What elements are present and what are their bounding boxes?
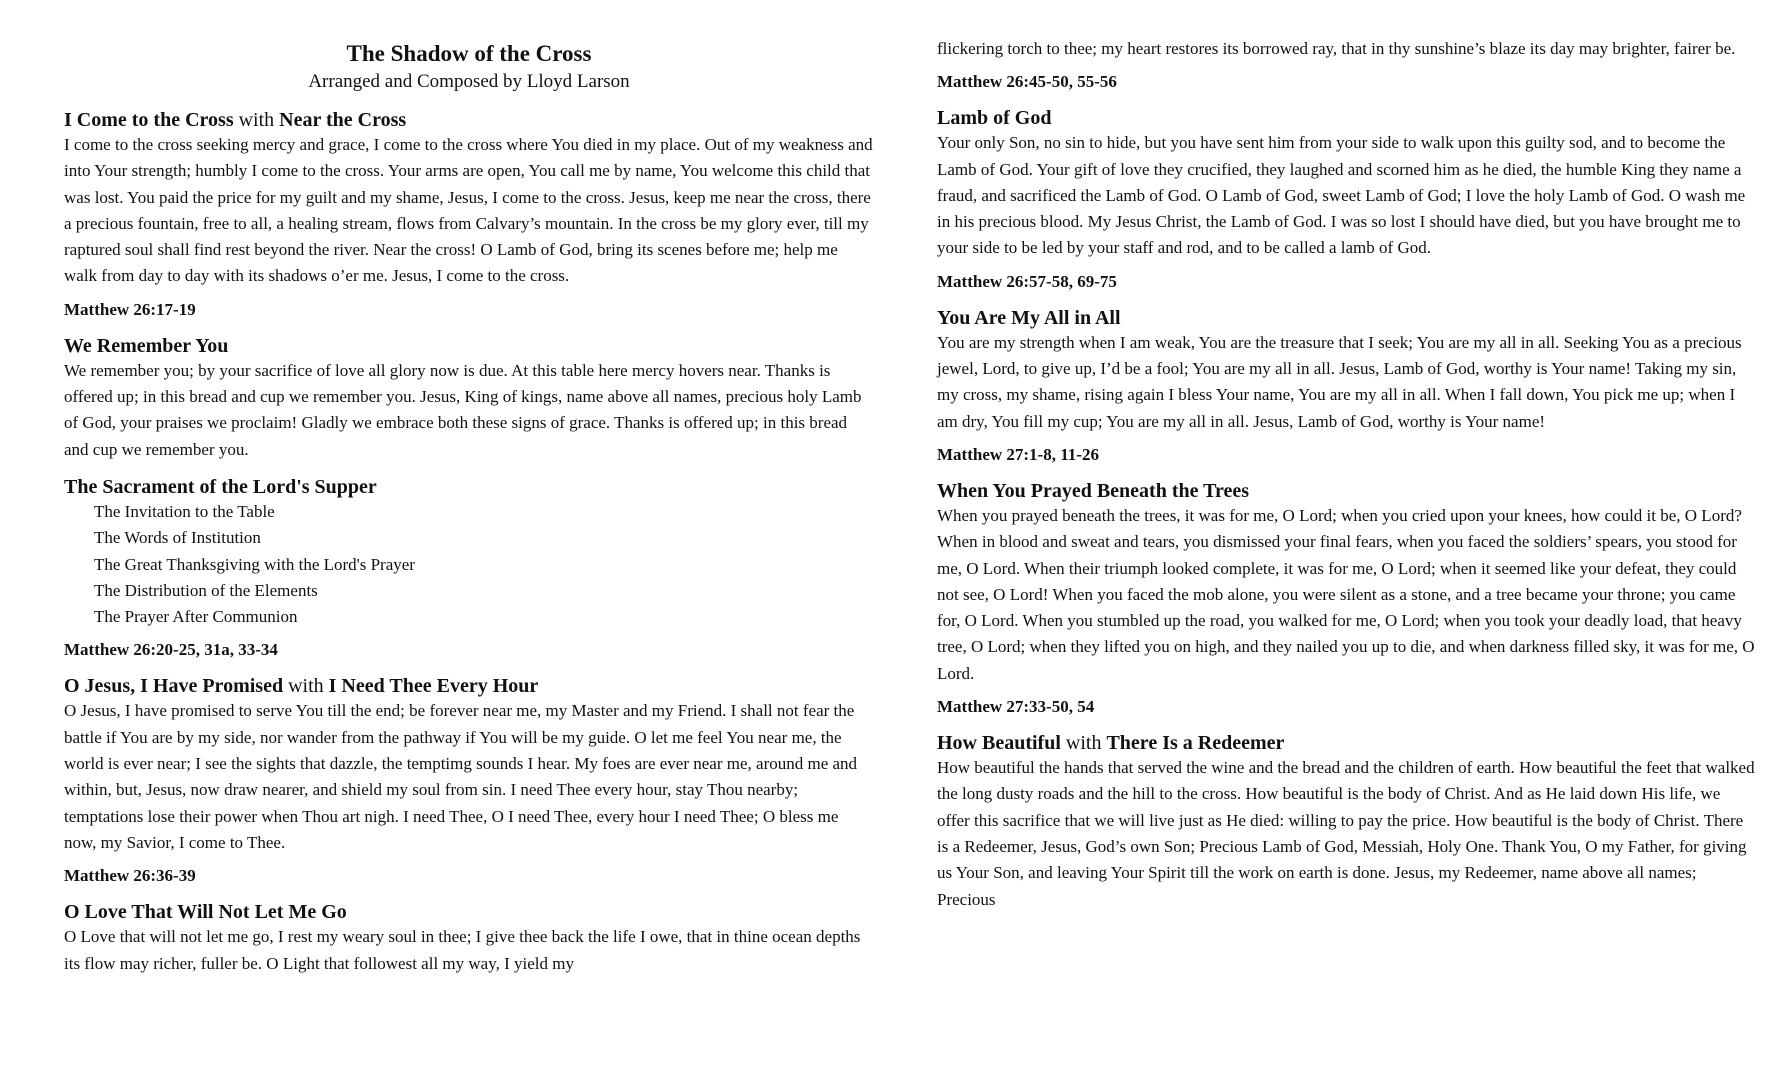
scripture-reference: Matthew 26:45-50, 55-56 <box>937 72 1117 92</box>
section-heading-i-come-to-the-cross <box>64 108 874 132</box>
heading-connector: with <box>233 109 280 131</box>
section-heading-you-are-my-all: You Are My All in All <box>937 306 1121 329</box>
lyrics-i-come-to-the-cross: I come to the cross seeking mercy and grace, I come to the cross where You died in my place. Out of my weakness and into Your strength; humbly I come to the cross. Your arms are open, You call me by name, You welcome this child that was lost. You paid the price for my guilt and my shame, Jesus, I come to the cross. Jesus, keep me near the cross, there a precious fountain, free to all, a healing stream, flows from Calvary’s mountain. In the cross be my glory ever, till my raptured soul shall find rest beyond the river. Near the cross! O Lamb of God, bring its scenes before me; help me walk from day to day with its shadows o’er me. Jesus, I come to the cross. <box>64 135 873 286</box>
section-heading-we-remember-you: We Remember You <box>64 334 229 357</box>
lyrics-how-beautiful: How beautiful the hands that served the wine and the bread and the children of earth. How beautiful the feet that walked the long dusty roads and the hill to the cross. How beautiful is the body of Christ. And as He laid down His life, we offer this sacrifice that we will live just as He died: willing to pay the price. How beautiful is the body of Christ. There is a Redeemer, Jesus, God’s own Son; Precious Lamb of God, Messiah, Holy One. Thank You, O my Father, for giving us Your Son, and leaving Your Spirit till the work on earth is done. Jesus, my Redeemer, name above all names; Precious <box>937 758 1755 909</box>
heading-part: I Need Thee Every Hour <box>328 675 539 698</box>
section-heading-sacrament: The Sacrament of the Lord's Supper <box>64 475 377 498</box>
scripture-reference: Matthew 27:1-8, 11-26 <box>937 444 1099 464</box>
heading-part: O Jesus, I Have Promised <box>64 675 284 698</box>
list-item: The Distribution of the Elements <box>94 580 318 600</box>
heading-part: There Is a Redeemer <box>1106 732 1285 755</box>
lyrics-o-jesus-i-have-promised: O Jesus, I have promised to serve You till the end; be forever near me, my Master and my Friend. I shall not fear the battle if You are by my side, nor wander from the pathway if You will be my guide. O let me feel You near me, the world is ever near; I see the sights that dazzle, the temptimg sounds I hear. My foes are ever near me, around me and within, but, Jesus, now draw nearer, and shield my soul from sin. I need Thee every hour, stay Thou nearby; temptations lose their power when Thou art nigh. I need Thee, O I need Thee, every hour I need Thee; O bless me now, my Savior, I come to Thee. <box>64 701 858 852</box>
lyrics-we-remember-you: We remember you; by your sacrifice of love all glory now is due. At this table here mercy hovers near. Thanks is offered up; in this bread and cup we remember you. Jesus, King of kings, name above all names, precious holy Lamb of God, your praises we proclaim! Gladly we embrace both these signs of grace. Thanks is offered up; in this bread and cup we remember you. <box>64 360 862 459</box>
sacrament-order-list <box>64 499 874 630</box>
lyrics-you-are-my-all: You are my strength when I am weak, You are the treasure that I seek; You are my all in all. Seeking You as a precious jewel, Lord, to give up, I’d be a fool; You are my all in all. Jesus, Lamb of God, worthy is Your name! Taking my sin, my cross, my shame, rising again I bless Your name, You are my all in all. When I fall down, You pick me up; when I am dry, You fill my cup; You are my all in all. Jesus, Lamb of God, worthy is Your name! <box>937 332 1742 431</box>
list-item: The Prayer After Communion <box>94 607 298 627</box>
lyrics-lamb-of-god: Your only Son, no sin to hide, but you have sent him from your side to walk upon this guilty sod, and to become the Lamb of God. Your gift of love they crucified, they laughed and scorned him as he died, the humble King they name a fraud, and sacrificed the Lamb of God. O Lamb of God, sweet Lamb of God; I love the holy Lamb of God. O wash me in his precious blood. My Jesus Christ, the Lamb of God. I was so lost I should have died, but you have brought me to your side to be led by your staff and rod, and to be called a lamb of God. <box>937 133 1746 258</box>
heading-part: I Come to the Cross <box>64 109 234 131</box>
scripture-reference: Matthew 27:33-50, 54 <box>937 697 1095 717</box>
heading-part: Near the Cross <box>279 109 407 131</box>
scripture-reference: Matthew 26:17-19 <box>64 299 196 319</box>
lyrics-o-love-continued: flickering torch to thee; my heart restores its borrowed ray, that in thy sunshine’s blaze its day may brighter, fairer be. <box>937 39 1736 58</box>
lyrics-when-you-prayed: When you prayed beneath the trees, it was for me, O Lord; when you cried upon your knees, how could it be, O Lord? When in blood and sweat and tears, you dismissed your final fears, when you faced the soldiers’ spears, you stood for me, O Lord. When their triumph looked complete, it was for me, O Lord; when it seemed like your defeat, they could not see, O Lord! When you faced the mob alone, you were silent as a stone, and a tree became your throne; you came for, O Lord. When you stumbled up the road, you walked for me, O Lord; when you took your deadly load, that heavy tree, O Lord; when they lifted you on high, and they nailed you up to die, and when darkness filled sky, it was for me, O Lord. <box>937 505 1755 683</box>
scripture-reference: Matthew 26:20-25, 31a, 33-34 <box>64 640 278 660</box>
left-column <box>64 0 874 977</box>
section-heading-when-you-prayed: When You Prayed Beneath the Trees <box>937 479 1250 502</box>
heading-part: How Beautiful <box>937 732 1061 755</box>
section-heading-o-love: O Love That Will Not Let Me Go <box>64 901 347 924</box>
list-item: The Great Thanksgiving with the Lord's Prayer <box>94 554 415 574</box>
list-item: The Words of Institution <box>94 528 261 548</box>
scripture-reference: Matthew 26:57-58, 69-75 <box>937 271 1117 291</box>
scripture-reference: Matthew 26:36-39 <box>64 866 196 886</box>
document-title: The Shadow of the Cross <box>346 41 592 66</box>
list-item: The Invitation to the Table <box>94 501 275 521</box>
heading-connector: with <box>1060 732 1107 755</box>
section-heading-o-jesus-i-have-promised <box>64 674 874 698</box>
section-heading-how-beautiful <box>937 731 1757 755</box>
right-column <box>937 0 1757 913</box>
heading-connector: with <box>283 675 329 698</box>
document-subtitle: Arranged and Composed by Lloyd Larson <box>308 71 630 92</box>
section-heading-lamb-of-god: Lamb of God <box>937 107 1052 130</box>
lyrics-o-love: O Love that will not let me go, I rest my weary soul in thee; I give thee back the life I owe, that in thine ocean depths its flow may richer, fuller be. O Light that followest all my way, I yield my <box>64 927 861 973</box>
